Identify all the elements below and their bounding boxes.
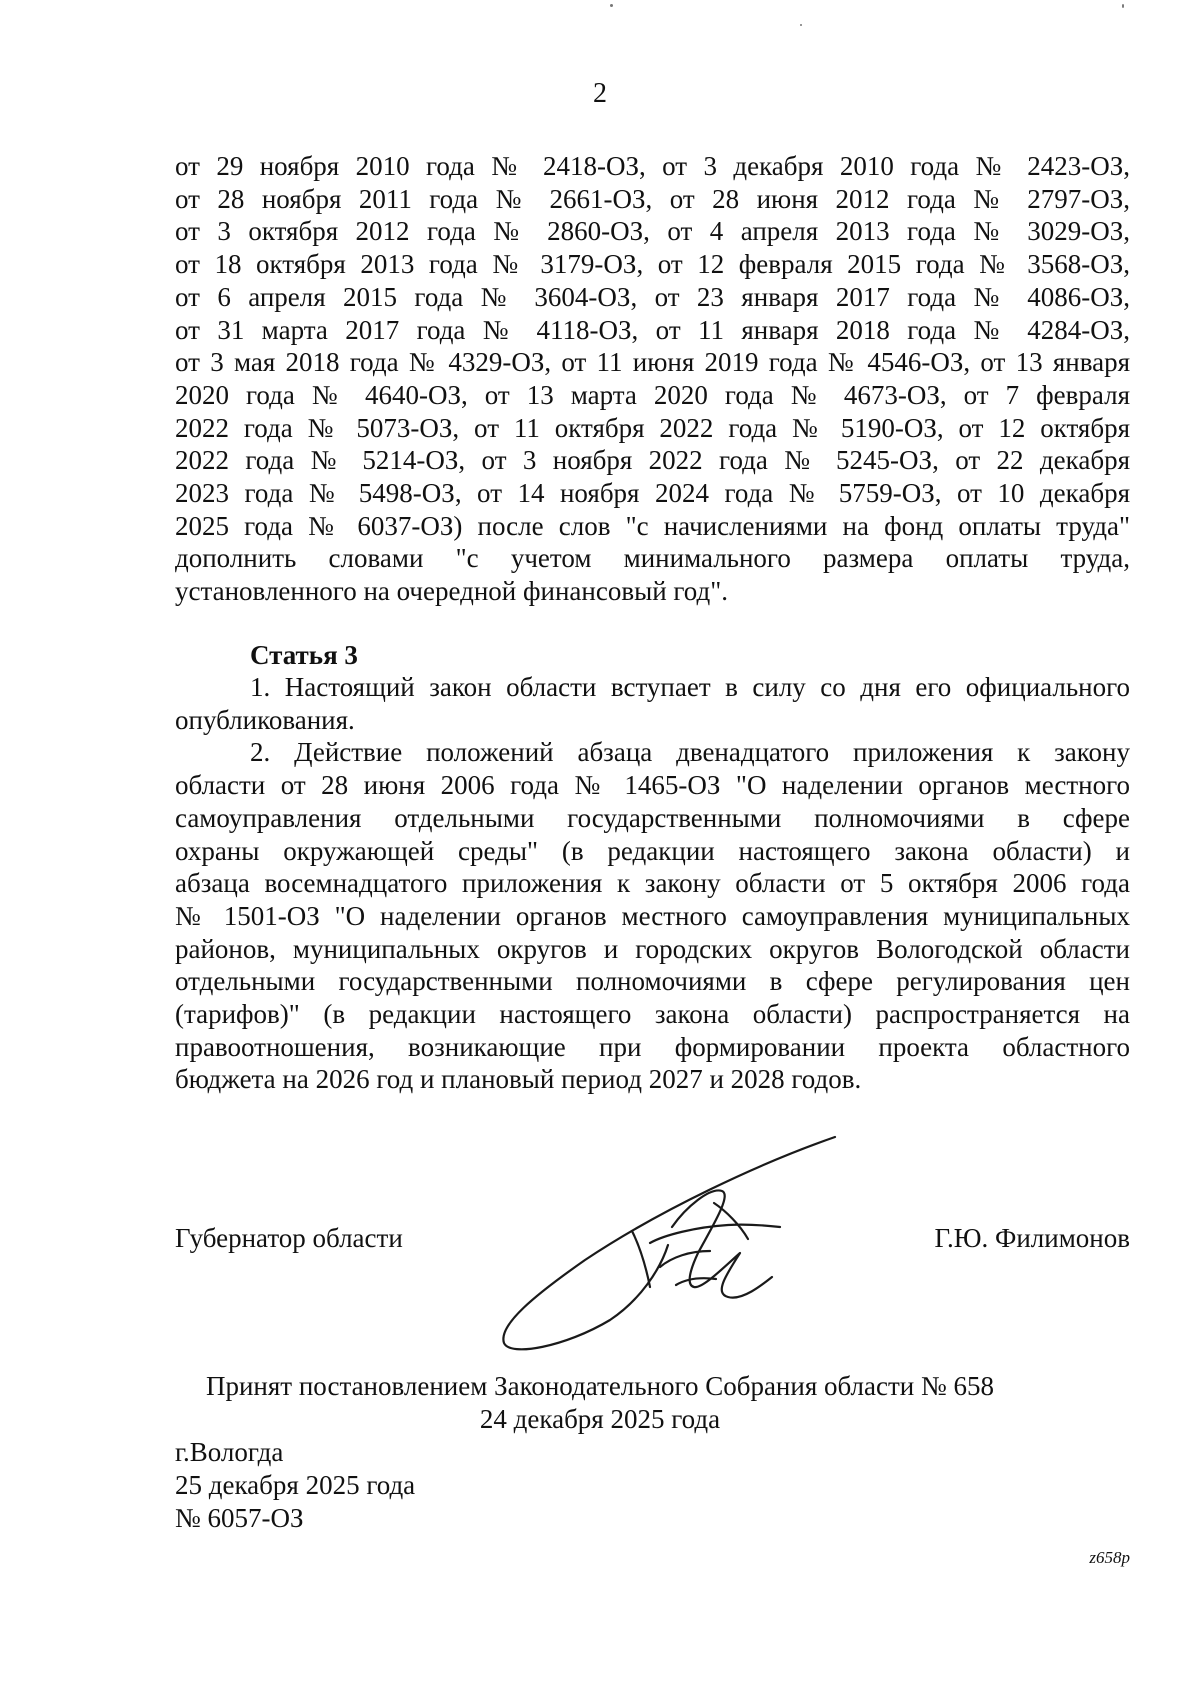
paragraph-line: от 6 апреля 2015 года № 3604-ОЗ, от 23 января 2017 года № 4086-ОЗ,: [175, 281, 1130, 312]
paragraph-line: опубликования.: [175, 704, 355, 735]
intro-paragraph: [175, 150, 1130, 608]
paragraph-line: от 3 мая 2018 года № 4329-ОЗ, от 11 июня 2019 года № 4546-ОЗ, от 13 января: [175, 347, 1130, 378]
governor-name: Г.Ю. Филимонов: [934, 1223, 1130, 1253]
paragraph-line: охраны окружающей среды" (в редакции настоящего закона области) и: [175, 835, 1130, 866]
signing-date: 25 декабря 2025 года: [175, 1470, 416, 1500]
scan-speck: [1122, 4, 1124, 8]
paragraph-line: районов, муниципальных округов и городских округов Вологодской области: [175, 933, 1130, 964]
paragraph-line: дополнить словами "с учетом минимального размера оплаты труда,: [175, 543, 1130, 574]
paragraph-line: 2020 года № 4640-ОЗ, от 13 марта 2020 года № 4673-ОЗ, от 7 февраля: [175, 379, 1130, 410]
paragraph-line: правоотношения, возникающие при формировании проекта областного: [175, 1031, 1130, 1062]
paragraph-line: бюджета на 2026 год и плановый период 2027 и 2028 годов.: [175, 1064, 862, 1095]
document-code: z658p: [1089, 1548, 1130, 1567]
paragraph-line: 2022 года № 5073-ОЗ, от 11 октября 2022 года № 5190-ОЗ, от 12 октября: [175, 412, 1130, 443]
article-heading: Статья 3: [250, 640, 358, 670]
page-number: 2: [593, 78, 607, 109]
adoption-resolution: Принят постановлением Законодательного Собрания области № 658: [205, 1371, 995, 1401]
adoption-note: [0, 1370, 1200, 1435]
adoption-date: 24 декабря 2025 года: [479, 1403, 721, 1434]
paragraph-line: № 1501-ОЗ "О наделении органов местного самоуправления муниципальных: [175, 900, 1130, 931]
paragraph-line: абзаца восемнадцатого приложения к закону области от 5 октября 2006 года: [175, 868, 1130, 899]
paragraph-line: 1. Настоящий закон области вступает в силу со дня его официального: [250, 672, 1130, 702]
place-date-number: [175, 1436, 415, 1535]
handwritten-signature: [490, 1135, 860, 1355]
paragraph-line: самоуправления отдельными государственными полномочиями в сфере: [175, 802, 1130, 833]
law-number: № 6057-ОЗ: [175, 1503, 304, 1533]
paragraph-line: от 29 ноября 2010 года № 2418-ОЗ, от 3 декабря 2010 года № 2423-ОЗ,: [175, 151, 1130, 181]
governor-title: Губернатор области: [175, 1223, 403, 1253]
article-body: [175, 671, 1130, 1096]
paragraph-line: от 18 октября 2013 года № 3179-ОЗ, от 12 февраля 2015 года № 3568-ОЗ,: [175, 249, 1130, 280]
paragraph-line: 2022 года № 5214-ОЗ, от 3 ноября 2022 года № 5245-ОЗ, от 22 декабря: [175, 445, 1130, 476]
paragraph-line: области от 28 июня 2006 года № 1465-ОЗ "О наделении органов местного: [175, 770, 1130, 801]
paragraph-line: (тарифов)" (в редакции настоящего закона области) распространяется на: [175, 999, 1130, 1030]
paragraph-line: отдельными государственными полномочиями в сфере регулирования цен: [175, 966, 1130, 997]
paragraph-line: от 28 ноября 2011 года № 2661-ОЗ, от 28 июня 2012 года № 2797-ОЗ,: [175, 183, 1130, 214]
scan-speck: [800, 24, 802, 26]
paragraph-line: от 3 октября 2012 года № 2860-ОЗ, от 4 апреля 2013 года № 3029-ОЗ,: [175, 216, 1130, 247]
scan-speck: [610, 4, 613, 7]
city: г.Вологда: [175, 1437, 284, 1467]
paragraph-line: от 31 марта 2017 года № 4118-ОЗ, от 11 января 2018 года № 4284-ОЗ,: [175, 314, 1130, 345]
paragraph-line: 2023 года № 5498-ОЗ, от 14 ноября 2024 года № 5759-ОЗ, от 10 декабря: [175, 478, 1130, 509]
paragraph-line: установленного на очередной финансовый год".: [175, 576, 729, 607]
paragraph-line: 2. Действие положений абзаца двенадцатого приложения к закону: [250, 737, 1130, 768]
paragraph-line: 2025 года № 6037-ОЗ) после слов "с начислениями на фонд оплаты труда": [175, 510, 1130, 541]
